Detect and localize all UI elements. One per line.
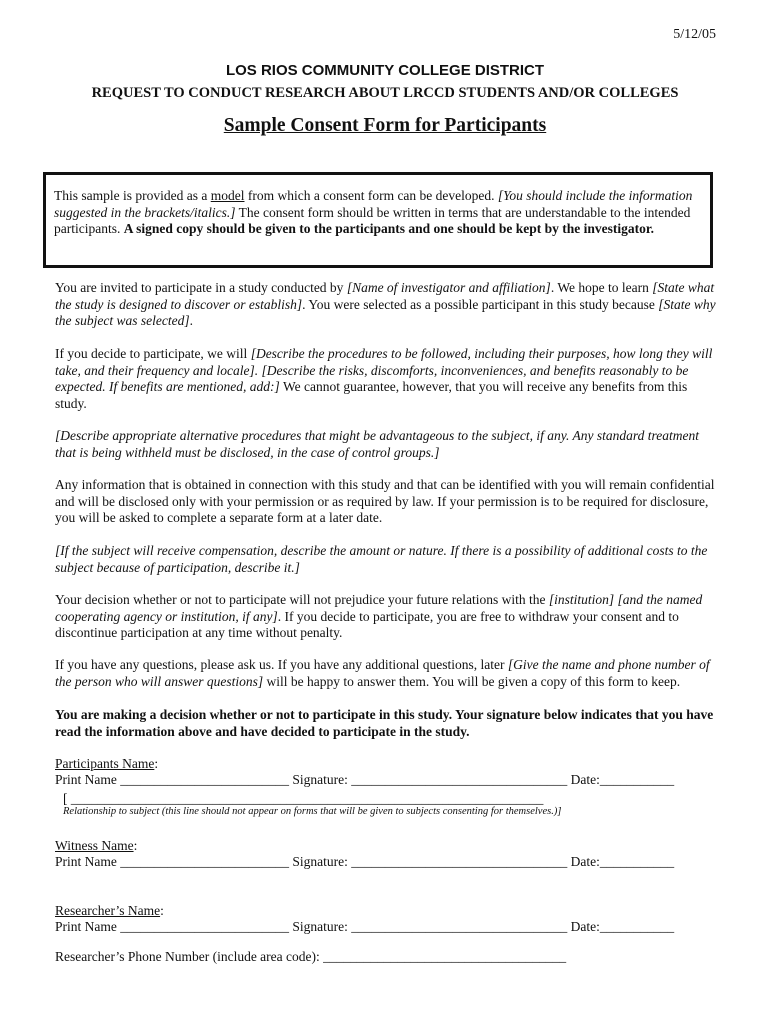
p1-text-f: [State why the subject was selected] — [55, 296, 716, 328]
page-title: Sample Consent Form for Participants — [223, 115, 547, 136]
relationship-line[interactable]: [ ______________________________________________________________________ — [63, 791, 544, 806]
box-text-3: from which a consent form can be developed. — [244, 188, 498, 203]
document-date: 5/12/05 — [673, 27, 716, 42]
participants-label-text: Participants Name — [55, 756, 155, 771]
witness-colon: : — [133, 838, 138, 853]
p7-text-c: will be happy to answer them. You will be given a copy of this form to keep. — [263, 673, 681, 689]
researcher-phone-line[interactable]: Researcher’s Phone Number (include area code): ____________________________________ — [55, 949, 567, 964]
p8-text-a: You are making a decision whether or not to participate in this study. Your signature below indicates that you have read the information above and have decided to participate in the study. — [55, 707, 714, 739]
paragraph-withdrawal — [55, 592, 720, 642]
researcher-label — [55, 903, 164, 919]
box-text-5: The consent form should be written in terms that are understandable to the intended participants. — [54, 204, 691, 236]
box-text-italic: [You should include the information suggested in the brackets/italics.] — [54, 188, 693, 220]
p6-text-c: . If you decide to participate, you are free to withdraw your consent and to discontinue participation at any time without penalty. — [55, 608, 679, 640]
box-text-bold: A signed copy should be given to the participants and one should be kept by the investigator. — [123, 221, 654, 236]
box-text-1: This sample is provided as a — [54, 188, 211, 203]
instructions-text — [54, 188, 714, 238]
district-name: LOS RIOS COMMUNITY COLLEGE DISTRICT — [225, 62, 545, 79]
p5-text-a: [If the subject will receive compensation, describe the amount or nature. If there is a possibility of additional costs to the subject because of participation, describe it.] — [55, 543, 708, 575]
paragraph-confidentiality — [55, 477, 720, 527]
p6-text-b: [institution] [and the named cooperating agency or institution, if any] — [55, 592, 703, 624]
paragraph-procedures — [55, 346, 720, 412]
p2-text-b: [Describe the procedures to be followed, including their purposes, how long they will take, and their frequency and locale]. [Describe the risks, discomforts, inconveniences, and benefits reasonably to be expected. If benefits are mentioned, add:] — [55, 346, 713, 394]
p2-text-a: If you decide to participate, we will — [55, 346, 251, 361]
paragraph-questions — [55, 657, 720, 690]
paragraph-invitation — [55, 280, 720, 330]
request-heading: REQUEST TO CONDUCT RESEARCH ABOUT LRCCD STUDENTS AND/OR COLLEGES — [91, 85, 679, 101]
paragraph-decision — [55, 707, 720, 740]
participants-colon: : — [154, 756, 159, 771]
witness-label-text: Witness Name — [55, 838, 134, 853]
p2-text-c: We cannot guarantee, however, that you will receive any benefits from this study. — [55, 379, 688, 411]
p1-text-g: . — [189, 313, 193, 328]
witness-print-signature-line[interactable]: Print Name _________________________ Signature: ________________________________ Date:___________ — [55, 854, 675, 869]
witness-label — [55, 838, 137, 854]
relationship-note: Relationship to subject (this line should not appear on forms that will be given to subjects consenting for themselves.)] — [63, 806, 562, 817]
researcher-print-signature-line[interactable]: Print Name _________________________ Signature: ________________________________ Date:___________ — [55, 919, 675, 934]
p7-text-b: [Give the name and phone number of the person who will answer questions] — [55, 657, 710, 689]
participants-label — [55, 756, 158, 772]
p6-text-a: Your decision whether or not to participate will not prejudice your future relations with the — [55, 592, 549, 607]
paragraph-alternatives — [55, 428, 720, 461]
p4-text-a: Any information that is obtained in connection with this study and that can be identified with you will remain confidential and will be disclosed only with your permission or as required by law. If your permission is to be required for disclosure, you will be asked to complete a separate form at a later date. — [55, 477, 715, 525]
p1-text-e: . You were selected as a possible participant in this study because — [302, 296, 659, 312]
p3-text-a: [Describe appropriate alternative procedures that might be advantageous to the subject, if any. Any standard treatment that is being withheld must be disclosed, in the case of control groups.] — [55, 428, 700, 460]
p1-text-b: [Name of investigator and affiliation] — [346, 280, 551, 295]
p1-text-a: You are invited to participate in a study conducted by — [55, 280, 347, 295]
p1-text-c: . We hope to learn — [550, 280, 653, 295]
researcher-colon: : — [160, 903, 164, 918]
researcher-label-text: Researcher’s Name — [55, 903, 161, 918]
participant-print-signature-line[interactable]: Print Name _________________________ Signature: ________________________________ Date:___________ — [55, 772, 675, 787]
p7-text-a: If you have any questions, please ask us. If you have any additional questions, later — [55, 657, 508, 672]
paragraph-compensation — [55, 543, 720, 576]
p1-text-d: [State what the study is designed to discover or establish] — [55, 280, 715, 312]
box-text-model: model — [210, 188, 245, 203]
